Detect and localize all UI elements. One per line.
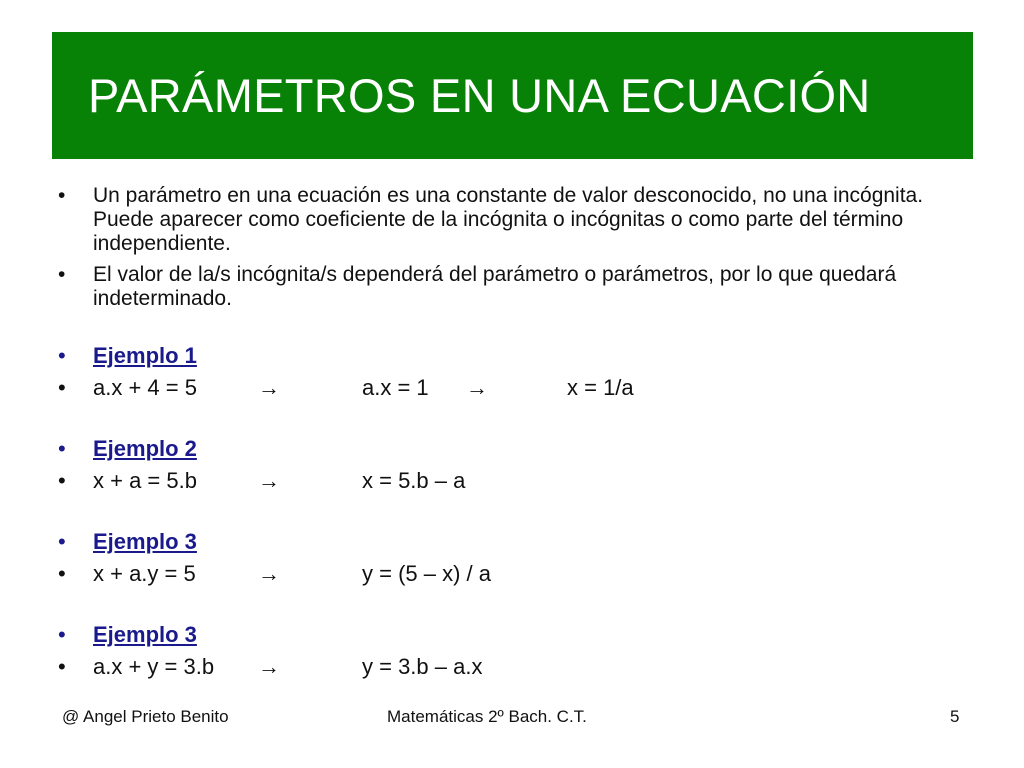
arrow-icon: →: [466, 375, 488, 400]
slide-title: PARÁMETROS EN UNA ECUACIÓN: [88, 69, 871, 122]
slide-footer: [0, 707, 1024, 731]
example-2-heading: [58, 433, 968, 465]
equation-solution: y = 3.b – a.x: [362, 654, 483, 679]
spacer: [58, 497, 968, 526]
paragraph-definition: [58, 184, 968, 256]
spacer: [58, 590, 968, 619]
example-3-heading: [58, 526, 968, 558]
example-4-equation: [58, 651, 968, 683]
bullet-dot: •: [58, 184, 66, 207]
bullet-dot: •: [58, 263, 66, 286]
bullet-dot: •: [58, 375, 66, 400]
bullet-dot: •: [58, 622, 66, 647]
equation-solution: y = (5 – x) / a: [362, 561, 491, 586]
equation-original: x + a.y = 5: [93, 561, 196, 586]
equation-solution: x = 1/a: [567, 375, 634, 400]
spacer: [58, 311, 968, 340]
example-4-heading: [58, 619, 968, 651]
bullet-dot: •: [58, 654, 66, 679]
bullet-dot: •: [58, 468, 66, 493]
slide-body: [58, 184, 968, 683]
equation-original: x + a = 5.b: [93, 468, 197, 493]
bullet-dot: •: [58, 436, 66, 461]
equation-original: a.x + y = 3.b: [93, 654, 215, 679]
equation-solution: x = 5.b – a: [362, 468, 466, 493]
example-1-heading: [58, 340, 968, 372]
paragraph-text: El valor de la/s incógnita/s dependerá del parámetro o parámetros, por lo que quedará indeterminado.: [93, 263, 897, 310]
footer-author: @ Angel Prieto Benito: [62, 707, 229, 726]
paragraph-dependence: [58, 263, 968, 311]
bullet-dot: •: [58, 343, 66, 368]
bullet-dot: •: [58, 561, 66, 586]
title-bar: [52, 32, 973, 159]
paragraph-text: Un parámetro en una ecuación es una constante de valor desconocido, no una incógnita. Puede aparecer como coeficiente de la incógnita o incógnitas o como parte del término independiente.: [93, 184, 924, 255]
bullet-dot: •: [58, 529, 66, 554]
example-label[interactable]: Ejemplo 2: [93, 436, 197, 461]
arrow-icon: →: [258, 468, 280, 493]
page-number: 5: [950, 707, 960, 726]
equation-original: a.x + 4 = 5: [93, 375, 197, 400]
example-1-equation: [58, 372, 968, 404]
equation-step: a.x = 1: [362, 375, 429, 400]
example-3-equation: [58, 558, 968, 590]
spacer: [58, 404, 968, 433]
arrow-icon: →: [258, 375, 280, 400]
example-label[interactable]: Ejemplo 1: [93, 343, 197, 368]
arrow-icon: →: [258, 561, 280, 586]
example-2-equation: [58, 465, 968, 497]
footer-course: Matemáticas 2º Bach. C.T.: [387, 707, 587, 726]
example-label[interactable]: Ejemplo 3: [93, 622, 197, 647]
arrow-icon: →: [258, 654, 280, 679]
example-label[interactable]: Ejemplo 3: [93, 529, 197, 554]
